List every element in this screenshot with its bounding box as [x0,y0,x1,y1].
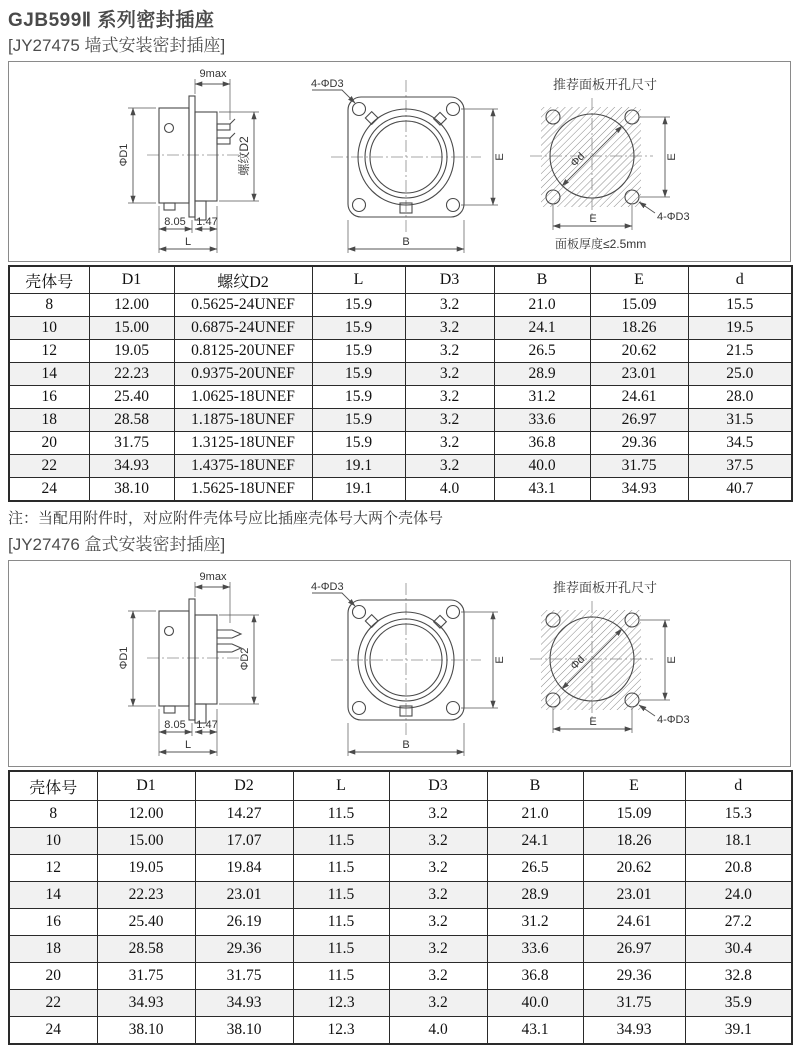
table-cell: 15.9 [312,409,405,432]
table-cell: 19.1 [312,478,405,502]
table-cell: 21.0 [494,294,590,317]
dim-1-47: 1.47 [196,216,218,228]
table-cell: 29.36 [583,963,685,990]
dim-d1: ΦD1 [118,646,130,670]
table-cell: 36.8 [494,432,590,455]
table-cell: 15.9 [312,317,405,340]
panel-cutout-view [530,77,690,251]
section1-label: [JY27475 墙式安装密封插座] [8,36,226,55]
table-cell: 34.93 [590,478,688,502]
table-cell: 15.9 [312,432,405,455]
table-cell: 3.2 [389,801,487,828]
table-cell: 15.9 [312,294,405,317]
table-cell: 31.75 [583,990,685,1017]
table-cell: 25.40 [89,386,174,409]
panel-dim-e-bottom: E [589,716,597,728]
table-cell: 4.0 [405,478,494,502]
table-cell: 3.2 [405,409,494,432]
column-header: L [293,771,389,801]
table-row [9,936,792,963]
table-cell: 11.5 [293,909,389,936]
dim-d1: ΦD1 [118,143,130,167]
table-cell: 40.0 [487,990,583,1017]
column-header: d [688,266,792,294]
column-header: D3 [405,266,494,294]
table-cell: 31.75 [590,455,688,478]
column-header: B [494,266,590,294]
table-cell: 19.5 [688,317,792,340]
table-row [9,317,792,340]
dim-thread-d2: 螺纹D2 [237,136,251,176]
table-cell: 40.7 [688,478,792,502]
table-cell: 14 [9,363,89,386]
table-cell: 3.2 [405,386,494,409]
table-cell: 15.9 [312,386,405,409]
table-cell: 1.1875-18UNEF [174,409,312,432]
table-cell: 14.27 [195,801,293,828]
front-view [311,581,506,756]
table-cell: 27.2 [685,909,792,936]
table-cell: 3.2 [389,990,487,1017]
table-cell: 15.5 [688,294,792,317]
table-cell: 26.97 [583,936,685,963]
table-cell: 20 [9,963,97,990]
table-cell: 15.9 [312,363,405,386]
header-row [9,266,792,294]
table-cell: 26.19 [195,909,293,936]
table-cell: 37.5 [688,455,792,478]
column-header: 螺纹D2 [174,266,312,294]
dim-9max: 9max [199,68,227,80]
table-cell: 22.23 [89,363,174,386]
column-header: E [583,771,685,801]
table-cell: 3.2 [389,909,487,936]
panel-holes-label: 4-ΦD3 [657,714,690,726]
table-cell: 38.10 [195,1017,293,1045]
jy27476-technical-drawing [9,561,790,766]
table-cell: 35.9 [685,990,792,1017]
table-cell: 29.36 [195,936,293,963]
table-cell: 20.62 [583,855,685,882]
table-cell: 19.1 [312,455,405,478]
table-cell: 15.00 [97,828,195,855]
table-cell: 20.8 [685,855,792,882]
table-row [9,386,792,409]
table-cell: 24.61 [583,909,685,936]
section2-label: [JY27476 盒式安装密封插座] [8,535,226,554]
table-cell: 15.9 [312,340,405,363]
table-cell: 0.8125-20UNEF [174,340,312,363]
table-cell: 3.2 [405,432,494,455]
dim-8-05: 8.05 [164,216,186,228]
table-cell: 23.01 [583,882,685,909]
table-cell: 18 [9,936,97,963]
table-cell: 3.2 [389,828,487,855]
column-header: 壳体号 [9,771,97,801]
table-cell: 38.10 [89,478,174,502]
table-cell: 31.2 [494,386,590,409]
table-cell: 24.1 [487,828,583,855]
dim-9max: 9max [199,571,227,583]
table-cell: 34.93 [89,455,174,478]
table-cell: 21.0 [487,801,583,828]
table-row [9,363,792,386]
table-cell: 26.97 [590,409,688,432]
jy27476-dimension-table [8,770,793,1045]
table-cell: 12.3 [293,1017,389,1045]
column-header: D3 [389,771,487,801]
table-cell: 3.2 [405,317,494,340]
table-cell: 15.00 [89,317,174,340]
front-dim-b: B [402,236,410,248]
table-cell: 22.23 [97,882,195,909]
table-cell: 12 [9,855,97,882]
jy27476-drawing-panel [8,560,791,767]
table-cell: 19.84 [195,855,293,882]
table-cell: 34.5 [688,432,792,455]
table-cell: 34.93 [97,990,195,1017]
column-header: E [590,266,688,294]
table-cell: 0.5625-24UNEF [174,294,312,317]
panel-dia-label: Φd [568,150,588,170]
table-cell: 12 [9,340,89,363]
table-row [9,801,792,828]
table-cell: 0.9375-20UNEF [174,363,312,386]
table-cell: 4.0 [389,1017,487,1045]
table-cell: 8 [9,294,89,317]
table-cell: 20 [9,432,89,455]
table-cell: 25.0 [688,363,792,386]
table-cell: 3.2 [405,363,494,386]
table-cell: 31.75 [89,432,174,455]
page-title: GJB599Ⅱ 系列密封插座 [8,10,215,31]
table-row [9,882,792,909]
table-cell: 0.6875-24UNEF [174,317,312,340]
table-cell: 12.00 [89,294,174,317]
panel-holes-label: 4-ΦD3 [657,211,690,223]
table-cell: 11.5 [293,801,389,828]
table-cell: 1.0625-18UNEF [174,386,312,409]
table-cell: 31.75 [195,963,293,990]
column-header: d [685,771,792,801]
table-row [9,990,792,1017]
table-cell: 29.36 [590,432,688,455]
table-cell: 11.5 [293,963,389,990]
table-cell: 15.3 [685,801,792,828]
table-cell: 24.61 [590,386,688,409]
table-cell: 11.5 [293,828,389,855]
panel-dim-e-bottom: E [589,213,597,225]
table-cell: 25.40 [97,909,195,936]
table-cell: 3.2 [405,294,494,317]
table-cell: 3.2 [405,455,494,478]
table-cell: 34.93 [195,990,293,1017]
table-cell: 3.2 [389,963,487,990]
column-header: D1 [89,266,174,294]
table-cell: 1.4375-18UNEF [174,455,312,478]
table-cell: 36.8 [487,963,583,990]
table-cell: 26.5 [487,855,583,882]
table-cell: 33.6 [487,936,583,963]
column-header: D1 [97,771,195,801]
side-view [118,68,259,253]
panel-cutout-view [530,580,690,733]
table-cell: 12.3 [293,990,389,1017]
column-header: D2 [195,771,293,801]
dim-8-05: 8.05 [164,719,186,731]
table-cell: 26.5 [494,340,590,363]
table-cell: 32.8 [685,963,792,990]
table-cell: 1.5625-18UNEF [174,478,312,502]
table-cell: 40.0 [494,455,590,478]
table-cell: 16 [9,909,97,936]
column-header: L [312,266,405,294]
table-cell: 19.05 [97,855,195,882]
dim-l: L [184,236,192,248]
table-row [9,963,792,990]
table-cell: 12.00 [97,801,195,828]
front-view [311,78,506,253]
table-row [9,294,792,317]
panel-dim-e-right: E [666,656,678,664]
dim-l: L [184,739,192,751]
table-cell: 19.05 [89,340,174,363]
table-cell: 3.2 [389,855,487,882]
panel-dim-e-right: E [666,153,678,161]
table-note: 注：当配用附件时，对应附件壳体号应比插座壳体号大两个壳体号 [8,510,444,527]
front-dim-e: E [494,153,506,161]
front-dim-b: B [402,739,410,751]
table-cell: 10 [9,317,89,340]
table-cell: 15.09 [583,801,685,828]
table-cell: 18.1 [685,828,792,855]
table-cell: 28.58 [89,409,174,432]
front-holes-label: 4-ΦD3 [311,78,344,90]
table-cell: 10 [9,828,97,855]
table-cell: 31.2 [487,909,583,936]
table-cell: 24.1 [494,317,590,340]
table-cell: 34.93 [583,1017,685,1045]
table-cell: 1.3125-18UNEF [174,432,312,455]
table-row [9,855,792,882]
table-cell: 23.01 [590,363,688,386]
panel-thickness-note: 面板厚度≤2.5mm [555,237,647,251]
table-cell: 22 [9,455,89,478]
table-cell: 39.1 [685,1017,792,1045]
table-cell: 17.07 [195,828,293,855]
table-cell: 28.9 [494,363,590,386]
table-cell: 11.5 [293,936,389,963]
table-cell: 31.75 [97,963,195,990]
table-cell: 20.62 [590,340,688,363]
table-cell: 3.2 [405,340,494,363]
table-cell: 24.0 [685,882,792,909]
table-cell: 28.9 [487,882,583,909]
table-cell: 18.26 [590,317,688,340]
table-cell: 38.10 [97,1017,195,1045]
jy27475-drawing-panel [8,61,791,262]
table-cell: 28.58 [97,936,195,963]
table-cell: 11.5 [293,882,389,909]
table-row [9,432,792,455]
table-cell: 33.6 [494,409,590,432]
table-row [9,409,792,432]
table-cell: 15.09 [590,294,688,317]
table-row [9,340,792,363]
table-row [9,455,792,478]
table-cell: 22 [9,990,97,1017]
table-cell: 14 [9,882,97,909]
column-header: B [487,771,583,801]
table-cell: 18.26 [583,828,685,855]
front-holes-label: 4-ΦD3 [311,581,344,593]
table-cell: 30.4 [685,936,792,963]
table-cell: 43.1 [487,1017,583,1045]
table-cell: 16 [9,386,89,409]
panel-dia-label: Φd [568,653,588,673]
table-cell: 23.01 [195,882,293,909]
dim-1-47: 1.47 [196,719,218,731]
table-row [9,1017,792,1045]
table-cell: 24 [9,1017,97,1045]
table-cell: 18 [9,409,89,432]
jy27475-technical-drawing [9,62,790,261]
table-row [9,478,792,502]
table-cell: 8 [9,801,97,828]
panel-title: 推荐面板开孔尺寸 [553,580,658,595]
table-row [9,828,792,855]
table-cell: 3.2 [389,936,487,963]
table-cell: 28.0 [688,386,792,409]
column-header: 壳体号 [9,266,89,294]
panel-title: 推荐面板开孔尺寸 [553,77,658,92]
table-cell: 11.5 [293,855,389,882]
table-cell: 3.2 [389,882,487,909]
side-view [118,571,259,756]
table-cell: 21.5 [688,340,792,363]
header-row [9,771,792,801]
table-cell: 43.1 [494,478,590,502]
table-cell: 31.5 [688,409,792,432]
jy27475-dimension-table [8,265,793,502]
table-cell: 24 [9,478,89,502]
dim-d2: ΦD2 [239,647,251,671]
table-row [9,909,792,936]
front-dim-e: E [494,656,506,664]
